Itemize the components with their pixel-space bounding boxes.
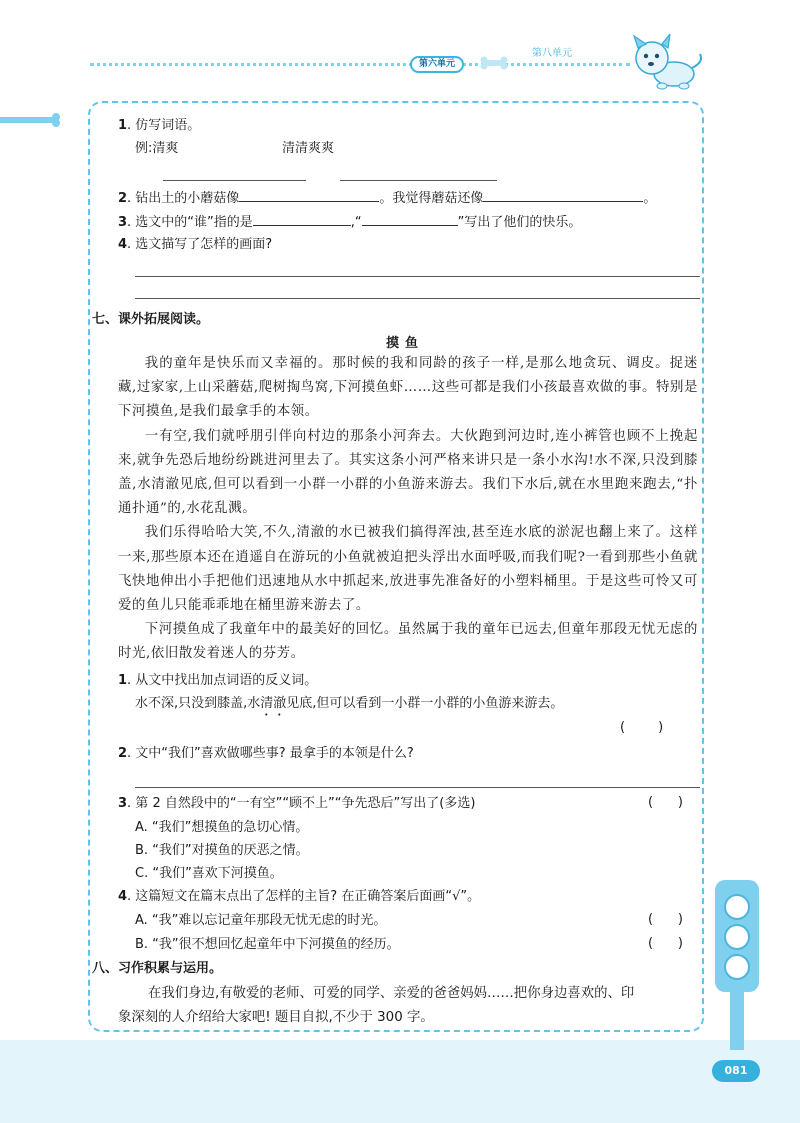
answer-paren[interactable]: ( ) bbox=[648, 936, 683, 951]
unit-label-right: 第八单元 bbox=[532, 48, 572, 59]
question-number: 1 bbox=[118, 673, 128, 688]
question-text: . 选文中的“谁”指的是 bbox=[127, 215, 253, 230]
sentence-text: 水不深,只没到膝盖,水 bbox=[135, 696, 261, 711]
passage-paragraph: 下河摸鱼成了我童年中的最美好的回忆。虽然属于我的童年已远去,但童年那段无忧无虑的时光,依旧散发着迷人的芬芳。 bbox=[118, 622, 698, 662]
answer-blank[interactable] bbox=[239, 188, 379, 202]
quoted-sentence bbox=[135, 695, 563, 719]
answer-blank[interactable] bbox=[340, 180, 497, 181]
writing-prompt: 象深刻的人介绍给大家吧! 题目自拟,不少于 300 字。 bbox=[118, 1010, 434, 1025]
question-text: . 钻出土的小蘑菇像 bbox=[127, 191, 240, 206]
option-a[interactable]: A. “我”难以忘记童年那段无忧无虑的时光。 bbox=[135, 913, 387, 928]
tab-stem bbox=[730, 990, 744, 1050]
answer-paren[interactable]: ( ) bbox=[620, 720, 664, 735]
side-tab bbox=[715, 880, 759, 992]
passage-title: 摸鱼 bbox=[386, 336, 425, 351]
header-dotted-line bbox=[90, 63, 630, 66]
bottom-band bbox=[0, 1040, 800, 1123]
question-number: 2 bbox=[118, 746, 128, 761]
question-text: ”写出了他们的快乐。 bbox=[457, 215, 582, 230]
question-text: . 文中“我们”喜欢做哪些事? 最拿手的本领是什么? bbox=[127, 746, 414, 761]
question-number: 4 bbox=[118, 889, 128, 904]
page-number: 081 bbox=[712, 1060, 760, 1082]
passage bbox=[118, 352, 698, 667]
question-2 bbox=[118, 188, 656, 208]
s7-question-1 bbox=[118, 672, 317, 690]
answer-blank[interactable] bbox=[253, 212, 351, 226]
question-text: . 选文描写了怎样的画面? bbox=[127, 237, 273, 252]
writing-prompt: 在我们身边,有敬爱的老师、可爱的同学、亲爱的爸爸妈妈……把你身边喜欢的、印 bbox=[148, 986, 635, 1001]
question-text: ,“ bbox=[350, 215, 362, 230]
answer-line[interactable] bbox=[135, 787, 700, 788]
question-1 bbox=[118, 117, 200, 135]
side-connector-icon bbox=[0, 113, 62, 127]
answer-line[interactable] bbox=[135, 276, 700, 277]
answer-blank[interactable] bbox=[483, 188, 643, 202]
passage-paragraph: 一有空,我们就呼朋引伴向村边的那条小河奔去。大伙跑到河边时,连小裤管也顾不上挽起来,就争先恐后地纷纷跳进河里去了。其实这条小河严格来讲只是一条小水沟!水不深,只没到膝盖,水清澈见底,但可以看到一小群一小群的小鱼游来游去。我们下水后,就在水里跑来跑去,“扑通扑通”的,水花乱溅。 bbox=[118, 428, 698, 517]
question-text: . 仿写词语。 bbox=[127, 118, 201, 133]
question-text: 。 bbox=[643, 191, 657, 206]
question-number: 2 bbox=[118, 191, 128, 206]
s7-question-2 bbox=[118, 745, 414, 763]
answer-blank[interactable] bbox=[362, 212, 458, 226]
passage-paragraph: 我们乐得哈哈大笑,不久,清澈的水已被我们搞得浑浊,甚至连水底的淤泥也翻上来了。这样一来,那些原本还在逍遥自在游玩的小鱼就被迫把头浮出水面呼吸,而我们呢?一看到那些小鱼就飞快地伸出小手把他们迅速地从水中抓起来,放进事先准备好的小塑料桶里。于是这些可怜又可爱的鱼儿只能乖乖地在桶里游来游去了。 bbox=[118, 525, 698, 614]
tab-circle-icon bbox=[724, 954, 750, 980]
tab-circle-icon bbox=[724, 924, 750, 950]
question-text: . 第 2 自然段中的“一有空”“顾不上”“争先恐后”写出了(多选) bbox=[127, 796, 476, 811]
puppy-mascot-icon bbox=[626, 34, 706, 94]
s7-question-3 bbox=[118, 795, 475, 813]
unit-badge: 第六单元 bbox=[410, 56, 464, 73]
answer-blank[interactable] bbox=[163, 180, 306, 181]
question-number: 3 bbox=[118, 796, 128, 811]
question-3 bbox=[118, 212, 581, 232]
dotted-word: 清澈 bbox=[260, 696, 287, 711]
example-answer: 清清爽爽 bbox=[282, 141, 335, 156]
question-text: . 从文中找出加点词语的反义词。 bbox=[127, 673, 318, 688]
passage-paragraph: 我的童年是快乐而又幸福的。那时候的我和同龄的孩子一样,是那么地贪玩、调皮。捉迷藏,过家家,上山采蘑菇,爬树掏鸟窝,下河摸鱼虾……这些可都是我们小孩最喜欢做的事。特别是下河摸鱼,是我们最拿手的本领。 bbox=[118, 356, 698, 420]
question-number: 1 bbox=[118, 118, 128, 133]
option-a[interactable]: A. “我们”想摸鱼的急切心情。 bbox=[135, 820, 309, 835]
option-b[interactable]: B. “我们”对摸鱼的厌恶之情。 bbox=[135, 843, 309, 858]
tab-circle-icon bbox=[724, 894, 750, 920]
option-b[interactable]: B. “我”很不想回忆起童年中下河摸鱼的经历。 bbox=[135, 937, 400, 952]
question-text: . 这篇短文在篇末点出了怎样的主旨? 在正确答案后面画“√”。 bbox=[127, 889, 481, 904]
option-c[interactable]: C. “我们”喜欢下河摸鱼。 bbox=[135, 866, 283, 881]
question-number: 3 bbox=[118, 215, 128, 230]
question-number: 4 bbox=[118, 237, 128, 252]
section-heading: 八、习作积累与运用。 bbox=[92, 961, 223, 976]
s7-question-4 bbox=[118, 888, 480, 906]
question-4 bbox=[118, 236, 272, 254]
example-prefix: 例:清爽 bbox=[135, 141, 179, 156]
bone-icon bbox=[480, 56, 508, 70]
answer-line[interactable] bbox=[135, 298, 700, 299]
section-heading: 七、课外拓展阅读。 bbox=[92, 312, 210, 327]
question-text: 。我觉得蘑菇还像 bbox=[379, 191, 484, 206]
answer-paren[interactable]: ( ) bbox=[648, 912, 683, 927]
sentence-text: 见底,但可以看到一小群一小群的小鱼游来游去。 bbox=[286, 696, 564, 711]
answer-paren[interactable]: ( ) bbox=[648, 795, 683, 810]
